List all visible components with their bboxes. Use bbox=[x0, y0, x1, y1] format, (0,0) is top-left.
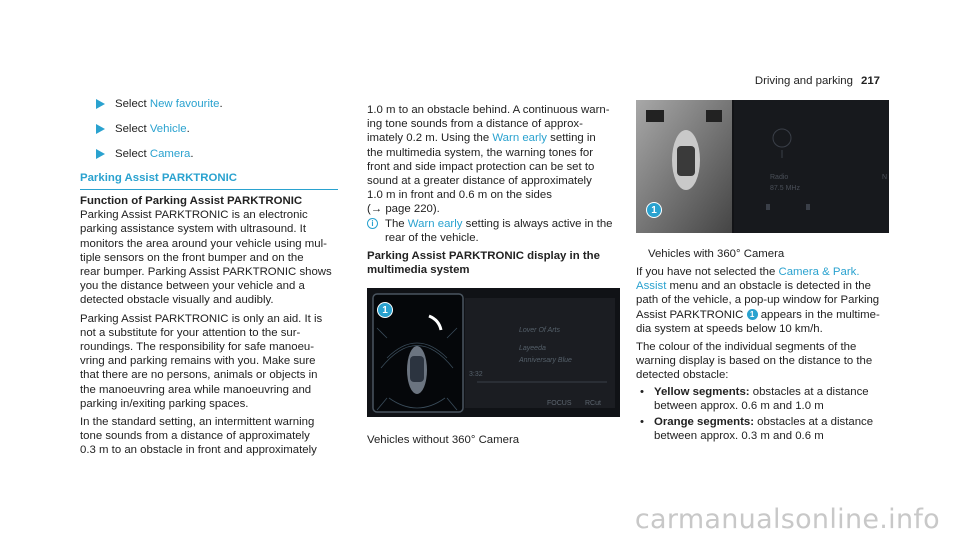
info-icon: i bbox=[367, 218, 378, 229]
column-1-body bbox=[80, 194, 338, 458]
figure-parktronic-display bbox=[367, 288, 620, 417]
text-line: 0.3 m to an obstacle in front and approximately bbox=[80, 444, 317, 457]
paragraph bbox=[80, 415, 338, 458]
fig2-radio-label: Radio bbox=[770, 174, 789, 181]
callout-badge: 1 bbox=[377, 302, 393, 318]
fig1-menu-item: Lover Of Arts bbox=[519, 327, 560, 334]
arrow-icon bbox=[96, 149, 105, 159]
step-item: Select New favourite . bbox=[96, 97, 223, 111]
figure-caption: Vehicles without 360° Camera bbox=[367, 434, 520, 446]
callout-badge: 1 bbox=[646, 202, 662, 218]
step-item: Select Vehicle . bbox=[96, 122, 190, 136]
fig2-label-n: N bbox=[882, 174, 888, 181]
callout-badge-inline: 1 bbox=[747, 309, 758, 320]
note: i The Warn early setting is always active in the rear of the vehicle. bbox=[367, 217, 629, 245]
warn-early-link[interactable]: Warn early bbox=[492, 132, 548, 145]
text-line: rear bumper. Parking Assist PARKTRONIC shows bbox=[80, 266, 332, 279]
fig1-bar-label: FOCUS bbox=[547, 400, 572, 407]
paragraph bbox=[80, 312, 338, 411]
text-line: you the distance between your vehicle and a bbox=[80, 280, 305, 293]
bullet-item: • Orange segments: obstacles at a distance between approx. 0.3 m and 0.6 m bbox=[640, 416, 874, 443]
text-line: monitors the area around your vehicle using mul- bbox=[80, 237, 327, 250]
arrow-icon bbox=[96, 99, 105, 109]
step-item: Select Camera . bbox=[96, 147, 194, 161]
text-line: detected obstacle visually and audibly. bbox=[80, 294, 274, 307]
fig1-bar-label: RCut bbox=[585, 400, 601, 407]
column-2-body: 1.0 m to an obstacle behind. A continuous warn- ing tone sounds from a distance of approx- imately 0.2 m. Using the Warn early setting in the multimedia system, the warning tones for front and side impact protection can be set to sound at a greater distance of approximately 1.0 m in front and 0.6 m on the sides (→ page 220). i The Warn early setting is always active in the rear of the vehicle. Parking Assist PARKTRONIC display in the multimedia system bbox=[367, 103, 629, 277]
subheading: multimedia system bbox=[367, 264, 470, 277]
figure-caption: Vehicles with 360° Camera bbox=[648, 248, 785, 260]
header-section: Driving and parking bbox=[754, 75, 853, 87]
text-line: parking assistance system with ultrasound. It bbox=[80, 223, 307, 236]
arrow-icon bbox=[96, 124, 105, 134]
text-line: In the standard setting, an intermittent warning bbox=[80, 416, 315, 429]
parktronic-graphic bbox=[367, 288, 620, 417]
camera-park-assist-link[interactable]: Assist bbox=[636, 280, 667, 293]
paragraph bbox=[636, 340, 894, 383]
fig1-menu-item: Anniversary Blue bbox=[519, 357, 572, 364]
camera-park-assist-link[interactable]: Camera & Park. bbox=[778, 266, 860, 278]
section-title: Parking Assist PARKTRONIC bbox=[80, 171, 338, 190]
text-line: the manoeuvring area while manoeuvring and bbox=[80, 383, 312, 396]
text-line: not a substitute for your attention to the sur- bbox=[80, 326, 301, 339]
text-line: roundings. The responsibility for safe manoeu- bbox=[80, 341, 315, 354]
step-link[interactable]: Camera bbox=[149, 148, 191, 160]
bullet-item: • Yellow segments: obstacles at a distance between approx. 0.6 m and 1.0 m bbox=[640, 385, 869, 412]
text-line: parking in/exiting parking spaces. bbox=[80, 397, 249, 410]
watermark: carmanualsonline.info bbox=[634, 503, 940, 533]
page-reference[interactable]: (→ page 220). bbox=[367, 203, 440, 216]
text-line: that there are no persons, animals or objects in bbox=[80, 369, 318, 382]
warn-early-link[interactable]: Warn early bbox=[407, 217, 463, 230]
text-line: tone sounds from a distance of approximately bbox=[80, 430, 310, 443]
text-line: vring and parking remains with you. Make sure bbox=[80, 355, 316, 368]
text-line: detected obstacle: bbox=[636, 369, 729, 382]
subheading: Parking Assist PARKTRONIC display in the bbox=[367, 250, 600, 263]
step-link[interactable]: Vehicle bbox=[149, 123, 187, 135]
fig2-frequency: 87.5 MHz bbox=[770, 185, 800, 192]
page-header bbox=[755, 74, 880, 88]
subheading: Function of Parking Assist PARKTRONIC bbox=[80, 195, 303, 207]
fig1-time: 3:32 bbox=[469, 371, 483, 378]
text-line: Parking Assist PARKTRONIC is an electronic bbox=[80, 209, 308, 222]
text-line: Parking Assist PARKTRONIC is only an aid. It is bbox=[80, 312, 323, 325]
column-3-body: If you have not selected the Camera & Park. Assist menu and an obstacle is detected in the path of the vehicle, a pop-up window for Parking Assist PARKTRONIC 1 appears in the multime- dia system at speeds below 10 km/h. The colour of the individual segments of the warning display is based on the distance to the detected obstacle: • Yellow segments: obstacles at a distance between approx. 0.6 m and 1.0 m • Orange segments: obstacles at a distance between approx. 0.3 m and 0.6 m bbox=[636, 265, 894, 443]
page-number: 217 bbox=[860, 75, 880, 87]
camera-graphic bbox=[636, 100, 889, 233]
text-line: tiple sensors on the front bumper and on the bbox=[80, 251, 304, 264]
figure-parktronic-360 bbox=[636, 100, 889, 233]
text-line: The colour of the individual segments of the bbox=[636, 341, 857, 354]
paragraph bbox=[80, 208, 338, 307]
step-link[interactable]: New favourite bbox=[149, 98, 220, 110]
fig1-menu-item: Layeeda bbox=[519, 345, 546, 352]
text-line: warning display is based on the distance to the bbox=[636, 355, 873, 368]
